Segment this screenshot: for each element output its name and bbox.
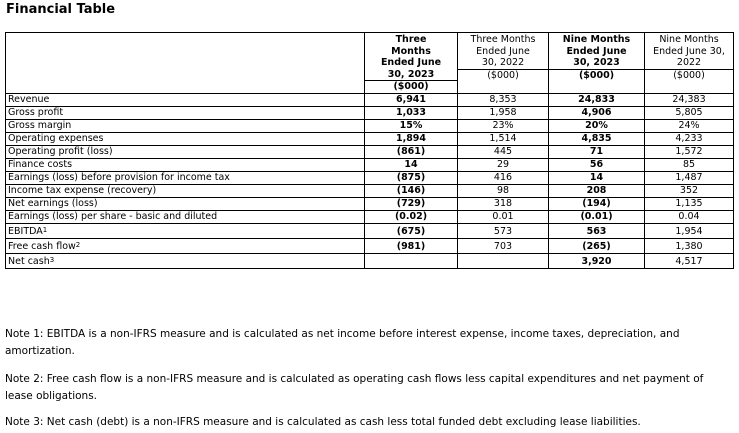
header-row: [6, 33, 734, 94]
row-label-text: Revenue: [8, 93, 50, 105]
table-cell: (861): [365, 145, 458, 158]
table-cell: 23%: [458, 119, 549, 132]
row-label: [6, 210, 365, 223]
table-cell: 8,353: [458, 93, 549, 106]
table-cell: 352: [645, 184, 734, 197]
table-row: [6, 210, 734, 223]
table-cell: (194): [549, 197, 645, 210]
table-cell: 208: [549, 184, 645, 197]
column-header: [458, 33, 549, 94]
table-cell: 14: [365, 158, 458, 171]
table-cell: 4,835: [549, 132, 645, 145]
row-label: [6, 158, 365, 171]
row-label-text: EBITDA: [8, 225, 43, 237]
row-label: [6, 223, 365, 238]
table-cell: 1,572: [645, 145, 734, 158]
table-cell: 416: [458, 171, 549, 184]
table-row: [6, 119, 734, 132]
column-header: [365, 33, 458, 94]
table-cell: 98: [458, 184, 549, 197]
table-cell: 703: [458, 238, 549, 253]
column-unit: ($000): [458, 69, 548, 82]
footnote-marker: 3: [49, 255, 55, 264]
row-label: [6, 238, 365, 253]
column-header-text: Nine Months Ended June 30, 2022: [653, 34, 725, 68]
page-title: Financial Table: [6, 2, 116, 17]
row-label: [6, 119, 365, 132]
row-label: [6, 93, 365, 106]
table-cell: 318: [458, 197, 549, 210]
table-cell: 71: [549, 145, 645, 158]
table-cell: (265): [549, 238, 645, 253]
row-label-text: Income tax expense (recovery): [8, 184, 157, 196]
row-label-text: Earnings (loss) per share - basic and diluted: [8, 210, 218, 222]
table-row: [6, 132, 734, 145]
table-cell: [458, 253, 549, 268]
row-label: [6, 145, 365, 158]
table-cell: 1,894: [365, 132, 458, 145]
column-header-text: Three Months Ended June 30, 2023: [380, 34, 442, 80]
table-cell: 1,135: [645, 197, 734, 210]
footnote-marker: 1: [42, 225, 48, 234]
table-cell: 24,833: [549, 93, 645, 106]
table-row: [6, 223, 734, 238]
table-cell: 24,383: [645, 93, 734, 106]
table-cell: 4,233: [645, 132, 734, 145]
table-cell: 85: [645, 158, 734, 171]
table-cell: (0.02): [365, 210, 458, 223]
row-label: [6, 132, 365, 145]
row-label-text: Finance costs: [8, 158, 73, 170]
table-row: [6, 106, 734, 119]
row-label-text: Net earnings (loss): [8, 197, 98, 209]
table-cell: (146): [365, 184, 458, 197]
row-label: [6, 171, 365, 184]
row-label-text: Gross margin: [8, 119, 72, 131]
column-header: [645, 33, 734, 94]
footnote-3: Note 3: Net cash (debt) is a non-IFRS measure and is calculated as cash less total funded debt excluding lease liabilities.: [5, 416, 641, 428]
table-cell: 14: [549, 171, 645, 184]
column-unit: ($000): [365, 80, 457, 93]
table-cell: 56: [549, 158, 645, 171]
column-header-text: Three Months Ended June 30, 2022: [470, 34, 536, 68]
column-unit: ($000): [645, 69, 733, 82]
table-cell: 4,517: [645, 253, 734, 268]
table-cell: 0.04: [645, 210, 734, 223]
table-cell: 29: [458, 158, 549, 171]
row-label-text: Operating expenses: [8, 132, 104, 144]
table-cell: 4,906: [549, 106, 645, 119]
table-cell: 3,920: [549, 253, 645, 268]
table-cell: 563: [549, 223, 645, 238]
column-header: [549, 33, 645, 94]
table-cell: 0.01: [458, 210, 549, 223]
footnote-2: Note 2: Free cash flow is a non-IFRS measure and is calculated as operating cash flows less capital expenditures and net payment of lease obligations.: [5, 373, 704, 402]
table-row: [6, 197, 734, 210]
row-label-text: Operating profit (loss): [8, 145, 113, 157]
row-label-text: Earnings (loss) before provision for income tax: [8, 171, 230, 183]
table-cell: 20%: [549, 119, 645, 132]
row-label: [6, 106, 365, 119]
table-cell: 1,958: [458, 106, 549, 119]
table-cell: 1,514: [458, 132, 549, 145]
table-cell: (729): [365, 197, 458, 210]
column-unit: ($000): [549, 69, 644, 82]
table-row: [6, 93, 734, 106]
table-cell: [365, 253, 458, 268]
table-cell: 5,805: [645, 106, 734, 119]
row-label-text: Gross profit: [8, 106, 64, 118]
financial-table: [5, 32, 734, 269]
table-cell: (981): [365, 238, 458, 253]
table-cell: (675): [365, 223, 458, 238]
table-cell: 15%: [365, 119, 458, 132]
footnote-marker: 2: [75, 240, 81, 249]
table-cell: 573: [458, 223, 549, 238]
table-cell: 1,033: [365, 106, 458, 119]
column-header-text: Nine Months Ended June 30, 2023: [562, 34, 631, 68]
footnote-1: Note 1: EBITDA is a non-IFRS measure and is calculated as net income before interest expense, income taxes, depreciation, and amortization.: [5, 328, 680, 357]
table-row: [6, 184, 734, 197]
table-row: [6, 253, 734, 268]
table-cell: (0.01): [549, 210, 645, 223]
table-row: [6, 238, 734, 253]
row-label: [6, 197, 365, 210]
row-label-text: Free cash flow: [8, 240, 76, 252]
table-cell: 6,941: [365, 93, 458, 106]
row-label-text: Net cash: [8, 255, 50, 267]
table-cell: (875): [365, 171, 458, 184]
table-cell: 1,487: [645, 171, 734, 184]
table-row: [6, 171, 734, 184]
table-cell: 1,954: [645, 223, 734, 238]
row-label: [6, 253, 365, 268]
table-row: [6, 158, 734, 171]
label-column-header: [6, 33, 365, 94]
table-cell: 24%: [645, 119, 734, 132]
row-label: [6, 184, 365, 197]
table-cell: 1,380: [645, 238, 734, 253]
table-row: [6, 145, 734, 158]
table-cell: 445: [458, 145, 549, 158]
